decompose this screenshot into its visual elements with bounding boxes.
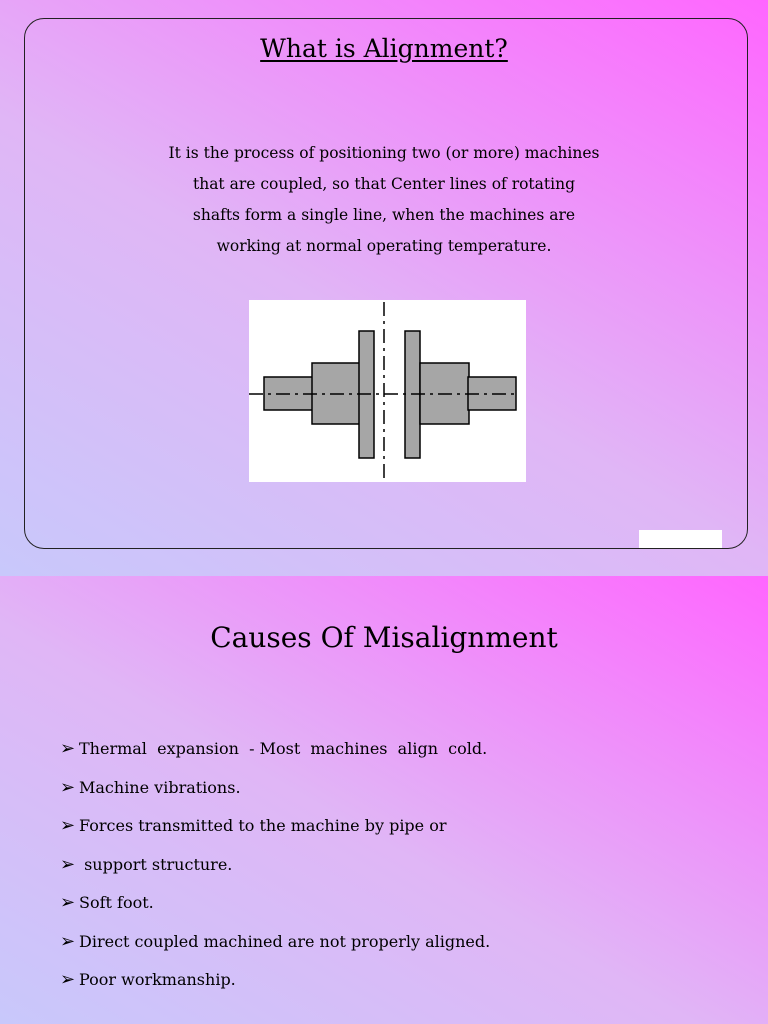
- list-item-text: support structure.: [79, 854, 233, 874]
- paragraph-line: It is the process of positioning two (or more) machines: [168, 144, 600, 162]
- list-item: [60, 928, 740, 967]
- footer-box: [639, 530, 722, 548]
- arrow-bullet-icon: ➢: [60, 738, 76, 759]
- arrow-bullet-icon: ➢: [60, 815, 76, 836]
- list-item-text: Machine vibrations.: [79, 777, 241, 797]
- list-item: [60, 735, 740, 774]
- arrow-bullet-icon: ➢: [60, 930, 76, 952]
- paragraph-line: working at normal operating temperature.: [216, 237, 552, 255]
- coupling-diagram-svg: [249, 300, 526, 482]
- slide-title: Causes Of Misalignment: [210, 621, 558, 654]
- arrow-bullet-icon: ➢: [60, 969, 76, 990]
- list-item-text: Poor workmanship.: [79, 970, 236, 989]
- list-item-text: Forces transmitted to the machine by pipe or: [79, 816, 447, 835]
- definition-paragraph: [134, 138, 634, 262]
- paragraph-line: shafts form a single line, when the machines are: [192, 206, 576, 224]
- causes-list: [60, 735, 740, 1005]
- list-item: [60, 966, 740, 1005]
- coupling-diagram: [249, 300, 526, 482]
- list-item-text: Soft foot.: [79, 893, 154, 912]
- slide-causes-of-misalignment: [0, 576, 768, 1024]
- list-item: [60, 851, 740, 890]
- list-item: [60, 812, 740, 851]
- paragraph-line: that are coupled, so that Center lines of rotating: [192, 175, 575, 193]
- arrow-bullet-icon: ➢: [60, 892, 76, 913]
- arrow-bullet-icon: ➢: [60, 776, 76, 798]
- list-item: [60, 774, 740, 813]
- list-item: [60, 889, 740, 928]
- list-item-text: Direct coupled machined are not properly aligned.: [79, 931, 491, 951]
- arrow-bullet-icon: ➢: [60, 853, 76, 875]
- slide-title: What is Alignment?: [260, 34, 508, 63]
- list-item-text: Thermal expansion - Most machines align cold.: [79, 739, 488, 758]
